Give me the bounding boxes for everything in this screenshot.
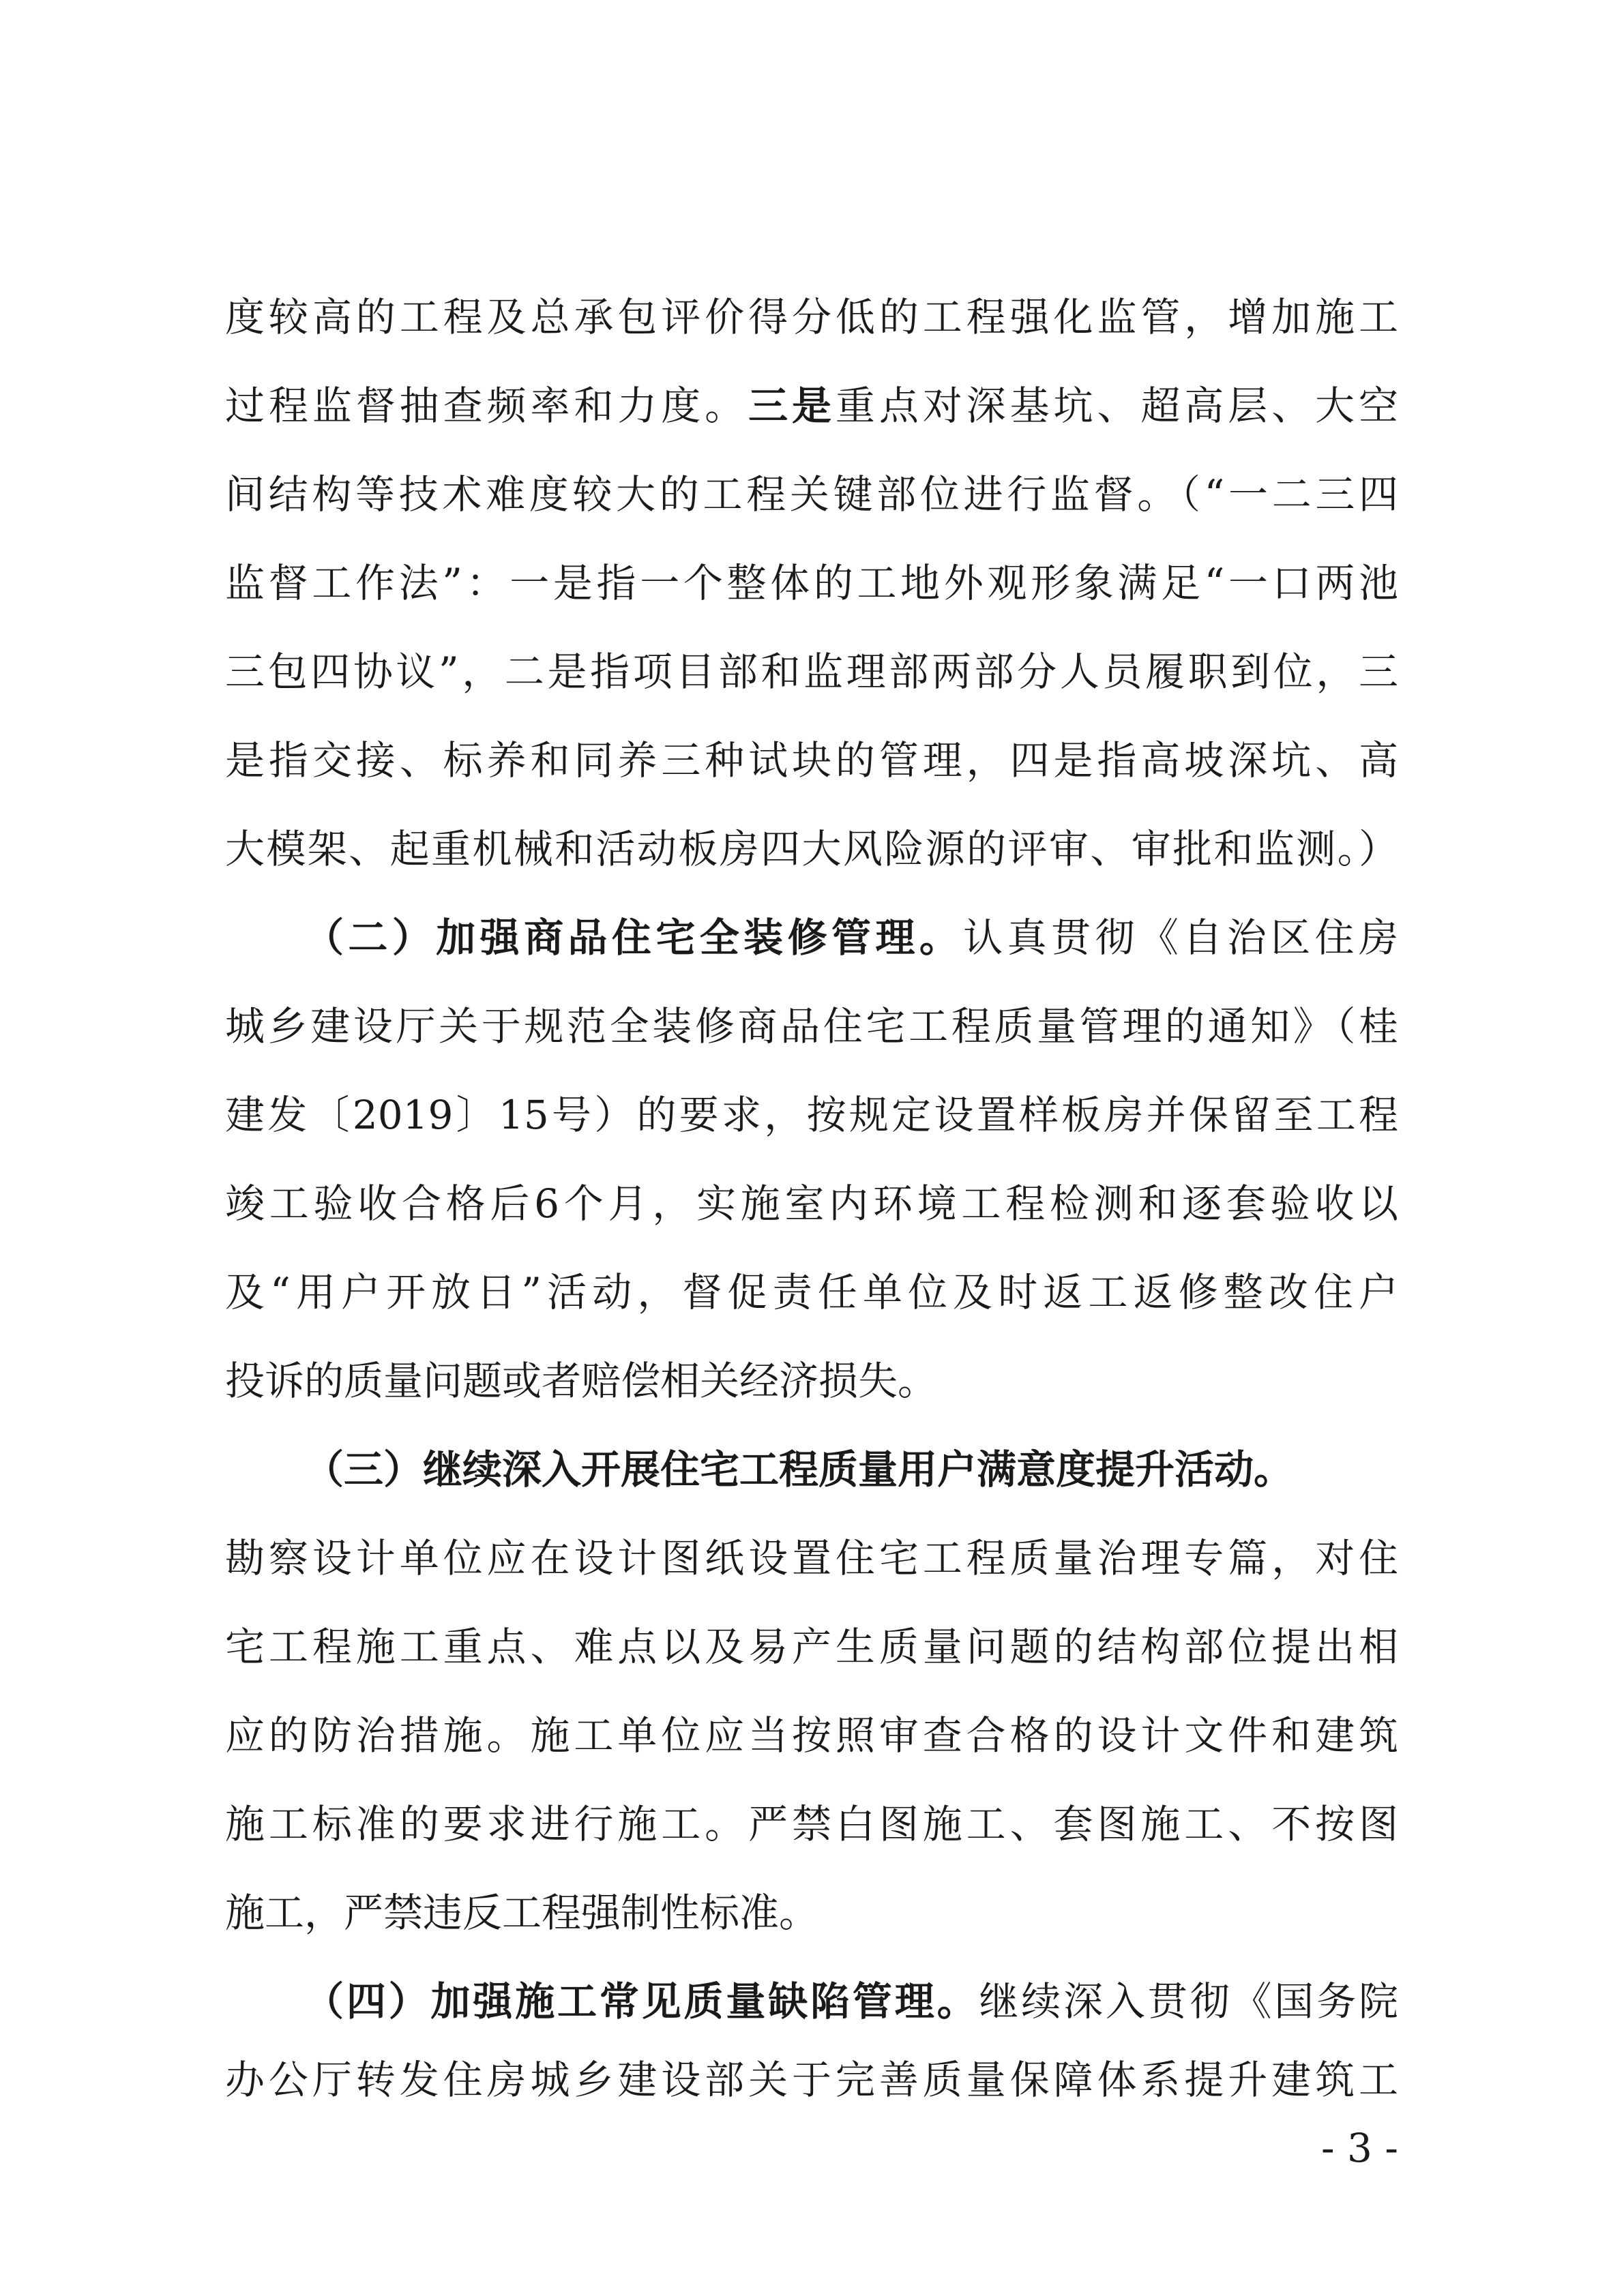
text-line bbox=[225, 1606, 1398, 1688]
text-line bbox=[225, 1517, 1398, 1599]
text-segment: 及“用户开放日”活动，督促责任单位及时返工返修整改住户 bbox=[225, 1269, 1398, 1315]
text-line bbox=[225, 1340, 1398, 1422]
text-line bbox=[225, 365, 1398, 447]
text-segment: 大模架、起重机械和活动板房四大风险源的评审、审批和监测。） bbox=[225, 826, 1398, 872]
section-heading: （三）继续深入开展住宅工程质量用户满意度提升活动。 bbox=[304, 1446, 1294, 1493]
text-line bbox=[225, 1783, 1398, 1865]
text-segment: 应的防治措施。施工单位应当按照审查合格的设计文件和建筑 bbox=[225, 1712, 1398, 1759]
emphasis-segment: 三是 bbox=[748, 383, 836, 429]
text-line bbox=[225, 719, 1398, 801]
text-segment: 城乡建设厅关于规范全装修商品住宅工程质量管理的通知》（桂 bbox=[225, 1003, 1398, 1049]
text-line bbox=[225, 808, 1398, 890]
text-line bbox=[225, 1695, 1398, 1776]
text-line bbox=[225, 453, 1398, 535]
page-number: - 3 - bbox=[1321, 2125, 1398, 2171]
section-heading-line bbox=[225, 1429, 1398, 1510]
text-segment: 监督工作法”：一是指一个整体的工地外观形象满足“一口两池 bbox=[225, 560, 1398, 606]
section-heading: （四）加强施工常见质量缺陷管理。 bbox=[304, 1978, 979, 2025]
text-line bbox=[225, 1251, 1398, 1333]
section-heading-line bbox=[225, 897, 1398, 979]
text-line bbox=[225, 276, 1398, 358]
text-line bbox=[225, 985, 1398, 1067]
text-segment: 继续深入贯彻《国务院 bbox=[979, 1978, 1398, 2025]
text-line bbox=[225, 631, 1398, 713]
text-segment: 认真贯彻《自治区住房 bbox=[963, 914, 1398, 961]
text-segment: 重点对深基坑、超高层、大空 bbox=[835, 383, 1398, 429]
text-segment: 施工，严禁违反工程强制性标准。 bbox=[225, 1890, 819, 1936]
text-line bbox=[225, 1872, 1398, 1954]
text-segment: 三包四协议”，二是指项目部和监理部两部分人员履职到位，三 bbox=[225, 648, 1398, 695]
section-heading: （二）加强商品住宅全装修管理。 bbox=[304, 914, 964, 961]
text-line bbox=[225, 542, 1398, 624]
text-segment: 宅工程施工重点、难点以及易产生质量问题的结构部位提出相 bbox=[225, 1624, 1398, 1670]
text-segment: 投诉的质量问题或者赔偿相关经济损失。 bbox=[225, 1358, 938, 1404]
text-line bbox=[225, 1074, 1398, 1156]
text-segment: 间结构等技术难度较大的工程关键部位进行监督。（“一二三四 bbox=[225, 471, 1398, 518]
text-segment: 勘察设计单位应在设计图纸设置住宅工程质量治理专篇，对住 bbox=[225, 1535, 1398, 1581]
text-segment: 办公厅转发住房城乡建设部关于完善质量保障体系提升建筑工 bbox=[225, 2057, 1398, 2103]
text-segment: 度较高的工程及总承包评价得分低的工程强化监管，增加施工 bbox=[225, 294, 1398, 340]
text-segment: 建发〔2019〕15号）的要求，按规定设置样板房并保留至工程 bbox=[225, 1092, 1398, 1138]
section-heading-line bbox=[225, 1960, 1398, 2042]
text-line bbox=[225, 1163, 1398, 1244]
text-segment: 过程监督抽查频率和力度。 bbox=[225, 383, 749, 429]
text-segment: 是指交接、标养和同养三种试块的管理，四是指高坡深坑、高 bbox=[225, 737, 1398, 784]
text-line bbox=[225, 2039, 1398, 2121]
text-segment: 竣工验收合格后6个月，实施室内环境工程检测和逐套验收以 bbox=[225, 1180, 1398, 1227]
text-segment: 施工标准的要求进行施工。严禁白图施工、套图施工、不按图 bbox=[225, 1801, 1398, 1847]
